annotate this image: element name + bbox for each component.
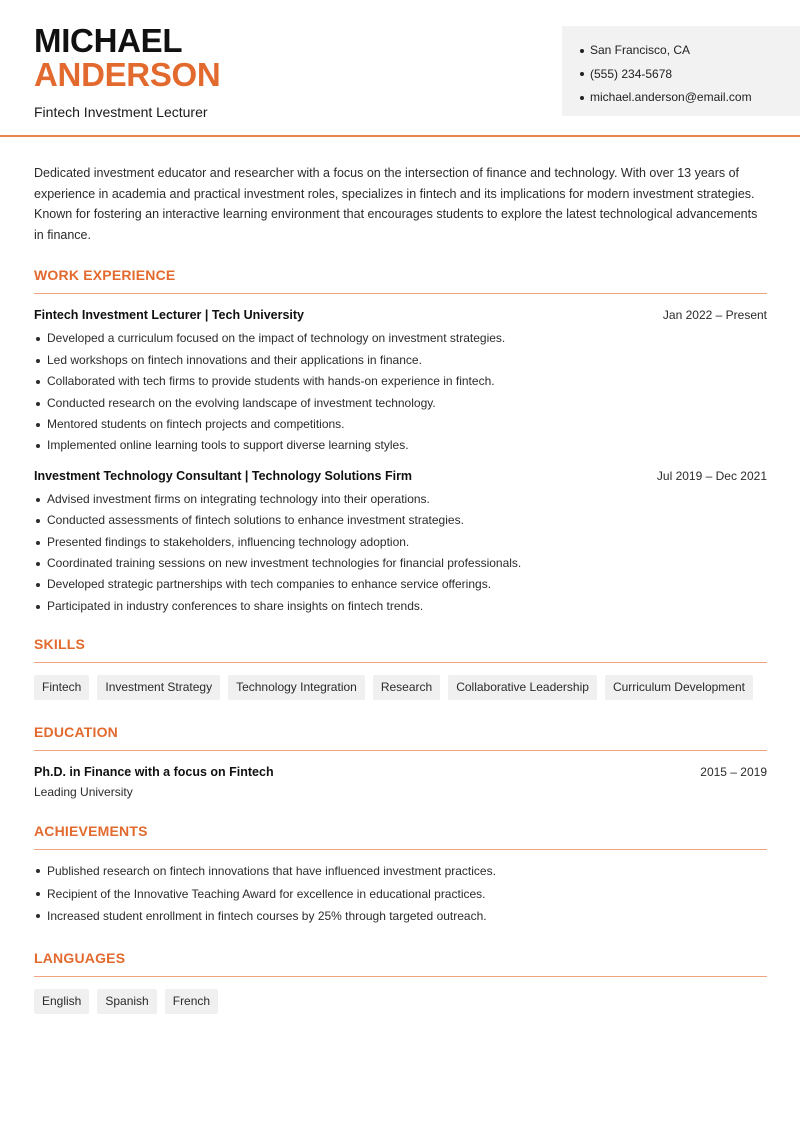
job-header xyxy=(34,308,767,322)
section-title-skills: SKILLS xyxy=(34,636,767,663)
degree: Ph.D. in Finance with a focus on Fintech xyxy=(34,765,274,780)
job-dates: Jul 2019 – Dec 2021 xyxy=(656,468,767,483)
skill-tag: Curriculum Development xyxy=(605,675,753,700)
section-title-work: WORK EXPERIENCE xyxy=(34,267,767,294)
list-item: Led workshops on fintech innovations and their applications in finance. xyxy=(34,350,767,371)
resume-header xyxy=(0,0,800,137)
section-title-achievements: ACHIEVEMENTS xyxy=(34,823,767,850)
first-name: MICHAEL xyxy=(34,22,183,59)
list-item: Mentored students on fintech projects and competitions. xyxy=(34,414,767,435)
bullet-icon xyxy=(580,96,584,100)
skill-tag: Research xyxy=(373,675,440,700)
list-item: Implemented online learning tools to support diverse learning styles. xyxy=(34,435,767,456)
bullet-icon xyxy=(580,49,584,53)
email-text: michael.anderson@email.com xyxy=(590,90,752,104)
job-role: Fintech Investment Lecturer | Tech University xyxy=(34,308,305,323)
skill-tag: Collaborative Leadership xyxy=(448,675,597,700)
job-bullets xyxy=(34,328,767,456)
list-item: Coordinated training sessions on new investment technologies for financial professionals. xyxy=(34,553,767,574)
job-dates: Jan 2022 – Present xyxy=(662,308,767,323)
job-entry xyxy=(34,308,767,456)
skill-tag: Investment Strategy xyxy=(97,675,220,700)
list-item: Increased student enrollment in fintech courses by 25% through targeted outreach. xyxy=(34,905,767,928)
achievements-list xyxy=(34,860,767,928)
list-item: Conducted assessments of fintech solutions to enhance investment strategies. xyxy=(34,510,767,531)
last-name: ANDERSON xyxy=(34,56,221,93)
list-item: Advised investment firms on integrating technology into their operations. xyxy=(34,489,767,510)
skills-tags xyxy=(34,675,767,700)
list-item: Conducted research on the evolving landscape of investment technology. xyxy=(34,393,767,414)
skill-tag: Technology Integration xyxy=(228,675,365,700)
language-tag: French xyxy=(165,989,218,1014)
summary: Dedicated investment educator and researcher with a focus on the intersection of finance and technology. With over 13 years of experience in academia and practical investment roles, specializes in fintech and its implications for modern investment strategies. Known for fostering an interactive learning environment that encourages students to explore the latest technological advancements in finance. xyxy=(34,166,758,242)
bullet-icon xyxy=(580,72,584,76)
location-text: San Francisco, CA xyxy=(590,43,691,57)
contact-phone xyxy=(580,63,800,87)
education-dates: 2015 – 2019 xyxy=(700,765,767,780)
phone-text: (555) 234-5678 xyxy=(590,66,673,81)
section-title-education: EDUCATION xyxy=(34,724,767,751)
education-header xyxy=(34,765,767,779)
school: Leading University xyxy=(34,785,133,800)
job-title: Fintech Investment Lecturer xyxy=(34,104,208,120)
language-tag: Spanish xyxy=(97,989,156,1014)
languages-section xyxy=(34,950,767,1014)
list-item: Developed strategic partnerships with tech companies to enhance service offerings. xyxy=(34,574,767,595)
education-section xyxy=(34,724,767,799)
list-item: Collaborated with tech firms to provide students with hands-on experience in fintech. xyxy=(34,371,767,392)
contact-email xyxy=(580,86,800,110)
job-role: Investment Technology Consultant | Technology Solutions Firm xyxy=(34,468,413,483)
job-header xyxy=(34,469,767,483)
language-tags xyxy=(34,989,767,1014)
education-entry xyxy=(34,765,767,799)
section-title-languages: LANGUAGES xyxy=(34,950,767,977)
contact-location xyxy=(580,39,800,63)
list-item: Developed a curriculum focused on the impact of technology on investment strategies. xyxy=(34,328,767,349)
contact-box xyxy=(562,26,800,116)
list-item: Participated in industry conferences to share insights on fintech trends. xyxy=(34,596,767,617)
job-bullets xyxy=(34,489,767,617)
job-entry xyxy=(34,469,767,617)
skills-section xyxy=(34,636,767,700)
list-item: Recipient of the Innovative Teaching Award for excellence in educational practices. xyxy=(34,883,767,906)
name-block xyxy=(34,24,220,120)
skill-tag: Fintech xyxy=(34,675,89,700)
list-item: Presented findings to stakeholders, influencing technology adoption. xyxy=(34,532,767,553)
language-tag: English xyxy=(34,989,89,1014)
achievements-section xyxy=(34,823,767,928)
list-item: Published research on fintech innovations that have influenced investment practices. xyxy=(34,860,767,883)
work-section xyxy=(34,267,767,617)
resume-content xyxy=(34,163,767,1014)
